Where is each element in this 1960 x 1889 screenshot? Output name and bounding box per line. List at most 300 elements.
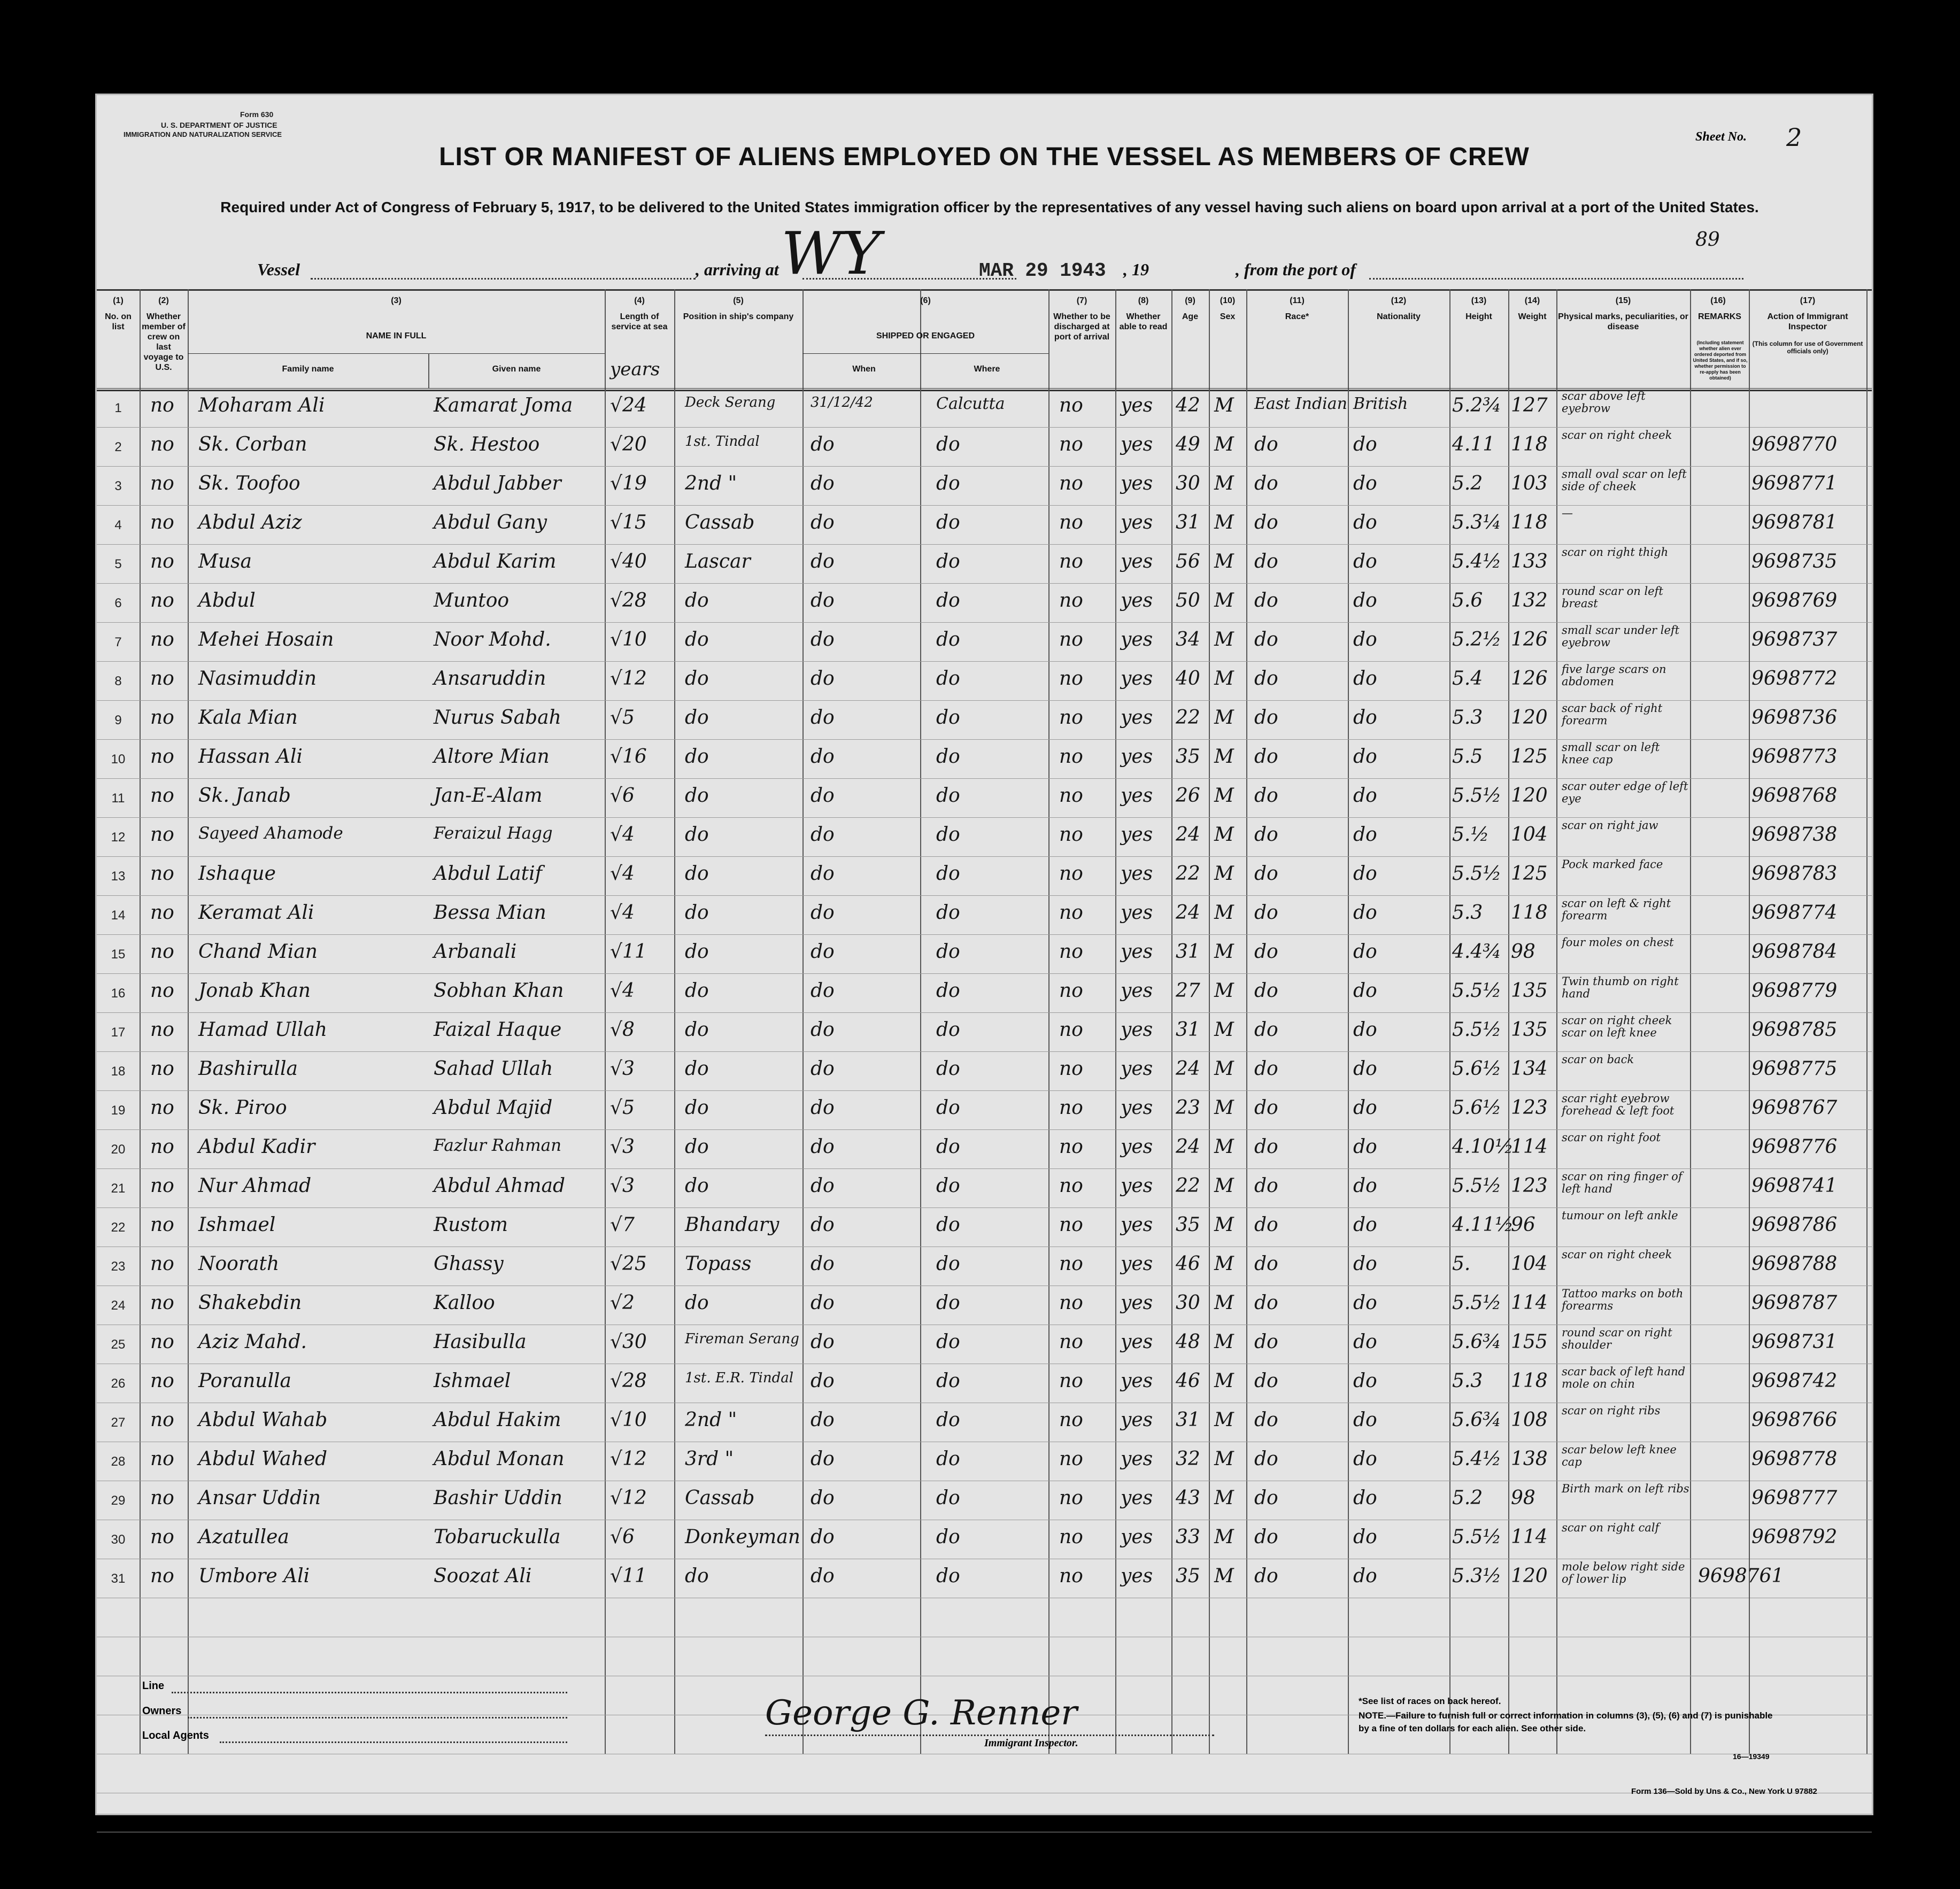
cell-nat: do xyxy=(1353,707,1377,729)
cell-n: 11 xyxy=(111,791,125,806)
cell-nat: do xyxy=(1353,746,1377,768)
cell-action: 9698773 xyxy=(1751,746,1838,768)
column-number-c15: (15) xyxy=(1615,296,1631,305)
cell-action: 9698775 xyxy=(1751,1058,1838,1080)
cell-nat: do xyxy=(1353,1448,1377,1470)
cell-pos: do xyxy=(685,941,709,963)
cell-n: 8 xyxy=(114,674,122,688)
cell-crew: no xyxy=(150,1487,174,1509)
cell-sex: M xyxy=(1214,1370,1234,1392)
row-line xyxy=(97,934,1872,935)
cell-ht: 4.11 xyxy=(1452,433,1495,455)
column-divider xyxy=(1209,289,1210,1754)
cell-marks: small oval scar on left side of cheek xyxy=(1562,468,1687,493)
cell-family: Sk. Toofoo xyxy=(198,473,300,494)
row-line xyxy=(97,661,1872,662)
cell-dis: no xyxy=(1059,785,1083,807)
cell-where: do xyxy=(936,551,960,572)
column-number-c4: (4) xyxy=(634,296,645,305)
cell-where: do xyxy=(936,1409,960,1431)
cell-action: 9698778 xyxy=(1751,1448,1838,1470)
cell-when: 31/12/42 xyxy=(811,394,873,411)
cell-svc: √3 xyxy=(610,1136,635,1158)
cell-ht: 5.5½ xyxy=(1452,1526,1502,1548)
cell-when: do xyxy=(811,1448,835,1470)
cell-sex: M xyxy=(1214,473,1234,494)
cell-ht: 5.5½ xyxy=(1452,1175,1502,1197)
cell-ht: 5.5 xyxy=(1452,746,1483,768)
cell-where: do xyxy=(936,512,960,533)
cell-action: 9698774 xyxy=(1751,902,1838,924)
cell-age: 27 xyxy=(1176,980,1200,1002)
cell-sex: M xyxy=(1214,1565,1234,1587)
cell-pos: 2nd " xyxy=(685,1409,737,1431)
row-line xyxy=(97,817,1872,818)
cell-given: Abdul Hakim xyxy=(434,1409,561,1431)
row-line xyxy=(97,427,1872,428)
cell-read: yes xyxy=(1121,1253,1153,1275)
cell-dis: no xyxy=(1059,1175,1083,1197)
cell-family: Sk. Piroo xyxy=(198,1097,287,1119)
cell-given: Abdul Ahmad xyxy=(434,1175,566,1197)
column-number-c11: (11) xyxy=(1290,296,1305,305)
cell-n: 10 xyxy=(111,752,126,767)
cell-svc: √2 xyxy=(610,1292,635,1314)
row-line xyxy=(97,700,1872,701)
row-line xyxy=(97,778,1872,779)
cell-pos: do xyxy=(685,1097,709,1119)
cell-action: 9698792 xyxy=(1751,1526,1838,1548)
cell-ht: 5.6½ xyxy=(1452,1097,1502,1119)
cell-sex: M xyxy=(1214,590,1234,611)
cell-sex: M xyxy=(1214,785,1234,807)
cell-dis: no xyxy=(1059,1253,1083,1275)
cell-where: do xyxy=(936,433,960,455)
cell-dis: no xyxy=(1059,590,1083,611)
cell-wt: 138 xyxy=(1511,1448,1548,1470)
cell-crew: no xyxy=(150,1214,174,1236)
cell-given: Ansaruddin xyxy=(434,668,546,690)
cell-sex: M xyxy=(1214,1409,1234,1431)
page-number: 89 xyxy=(1695,229,1720,251)
cell-pos: Bhandary xyxy=(685,1214,780,1236)
cell-ht: 5.4 xyxy=(1452,668,1483,690)
cell-n: 17 xyxy=(111,1025,126,1040)
cell-action: 9698783 xyxy=(1751,863,1838,885)
cell-when: do xyxy=(811,1214,835,1236)
cell-wt: 114 xyxy=(1511,1526,1548,1548)
column-number-c14: (14) xyxy=(1524,296,1540,305)
cell-nat: do xyxy=(1353,1097,1377,1119)
cell-age: 42 xyxy=(1176,394,1200,416)
cell-ht: 5.5½ xyxy=(1452,1292,1502,1314)
cell-svc: √20 xyxy=(610,433,647,455)
cell-wt: 104 xyxy=(1511,1253,1548,1275)
cell-action: 9698766 xyxy=(1751,1409,1838,1431)
cell-sex: M xyxy=(1214,1253,1234,1275)
cell-marks: scar on back xyxy=(1562,1053,1634,1066)
cell-given: Tobaruckulla xyxy=(434,1526,561,1548)
cell-when: do xyxy=(811,1292,835,1314)
cell-wt: 127 xyxy=(1511,394,1548,416)
cell-when: do xyxy=(811,1331,835,1353)
column-divider xyxy=(1246,289,1247,1754)
cell-where: do xyxy=(936,746,960,768)
cell-read: yes xyxy=(1121,785,1153,807)
cell-pos: do xyxy=(685,668,709,690)
cell-action: 9698769 xyxy=(1751,590,1838,611)
cell-ht: 5.5½ xyxy=(1452,980,1502,1002)
cell-svc: √30 xyxy=(610,1331,647,1353)
cell-race: do xyxy=(1254,1487,1278,1509)
row-line xyxy=(97,1207,1872,1208)
column-note-c16: (Including statement whether alien ever ordered deported from United States, and if so, whether permission to re-apply has been obtained) xyxy=(1693,340,1748,381)
cell-when: do xyxy=(811,980,835,1002)
cell-race: do xyxy=(1254,629,1278,651)
cell-dis: no xyxy=(1059,394,1083,416)
cell-given: Feraizul Hagg xyxy=(434,824,553,843)
row-line xyxy=(97,622,1872,623)
cell-given: Kamarat Joma xyxy=(434,394,573,416)
cell-dis: no xyxy=(1059,512,1083,533)
cell-age: 24 xyxy=(1176,902,1200,924)
cell-race: do xyxy=(1254,707,1278,729)
row-line xyxy=(97,466,1872,467)
cell-ht: 5.2 xyxy=(1452,1487,1483,1509)
cell-sex: M xyxy=(1214,1175,1234,1197)
cell-crew: no xyxy=(150,1526,174,1548)
cell-when: do xyxy=(811,551,835,572)
cell-where: do xyxy=(936,668,960,690)
footer-agents-dotted xyxy=(220,1740,567,1743)
cell-action: 9698781 xyxy=(1751,512,1838,533)
cell-race: do xyxy=(1254,1019,1278,1041)
cell-age: 22 xyxy=(1176,863,1200,885)
cell-sex: M xyxy=(1214,629,1234,651)
cell-marks: scar on right cheek xyxy=(1562,1248,1672,1261)
cell-where: do xyxy=(936,1487,960,1509)
cell-age: 23 xyxy=(1176,1097,1200,1119)
sheet-number: 2 xyxy=(1786,123,1802,152)
cell-read: yes xyxy=(1121,1526,1153,1548)
cell-svc: √4 xyxy=(610,980,635,1002)
cell-wt: 98 xyxy=(1511,1487,1535,1509)
cell-age: 33 xyxy=(1176,1526,1200,1548)
cell-age: 40 xyxy=(1176,668,1200,690)
cell-family: Hamad Ullah xyxy=(198,1019,327,1041)
cell-family: Jonab Khan xyxy=(198,980,311,1002)
cell-wt: 134 xyxy=(1511,1058,1548,1080)
cell-nat: do xyxy=(1353,980,1377,1002)
cell-where: do xyxy=(936,590,960,611)
cell-given: Soozat Ali xyxy=(434,1565,532,1587)
cell-age: 26 xyxy=(1176,785,1200,807)
cell-read: yes xyxy=(1121,824,1153,846)
cell-svc: √3 xyxy=(610,1175,635,1197)
cell-pos: 1st. Tindal xyxy=(685,433,760,450)
cell-pos: do xyxy=(685,1565,709,1587)
cell-when: do xyxy=(811,707,835,729)
arriving-label: , arriving at xyxy=(696,260,779,279)
cell-n: 19 xyxy=(111,1103,126,1118)
column-number-c5: (5) xyxy=(733,296,744,305)
cell-given: Sobhan Khan xyxy=(434,980,564,1002)
column-label-c6: SHIPPED OR ENGAGED xyxy=(876,331,975,340)
cell-action: 9698768 xyxy=(1751,785,1838,807)
cell-marks: scar back of right forearm xyxy=(1562,702,1663,727)
cell-sex: M xyxy=(1214,394,1234,416)
cell-crew: no xyxy=(150,1253,174,1275)
row-line xyxy=(97,544,1872,545)
cell-dis: no xyxy=(1059,707,1083,729)
cell-read: yes xyxy=(1121,473,1153,494)
cell-crew: no xyxy=(150,1370,174,1392)
cell-race: do xyxy=(1254,1214,1278,1236)
cell-when: do xyxy=(811,1370,835,1392)
cell-dis: no xyxy=(1059,1526,1083,1548)
cell-family: Abdul Wahab xyxy=(198,1409,328,1431)
cell-nat: do xyxy=(1353,1526,1377,1548)
column-divider xyxy=(1115,289,1116,1754)
cell-read: yes xyxy=(1121,433,1153,455)
cell-wt: 126 xyxy=(1511,629,1548,651)
cell-ht: 5.4½ xyxy=(1452,1448,1502,1470)
cell-pos: Deck Serang xyxy=(685,394,776,411)
cell-where: do xyxy=(936,941,960,963)
cell-pos: Cassab xyxy=(685,1487,755,1509)
cell-n: 23 xyxy=(111,1259,126,1274)
row-line xyxy=(97,583,1872,584)
cell-age: 31 xyxy=(1176,1409,1200,1431)
manifest-subtitle: Required under Act of Congress of February 5, 1917, to be delivered to the United States immigration officer by the representatives of any vessel having such aliens on board upon arrival at a port of the United States. xyxy=(220,199,1759,215)
cell-action: 9698737 xyxy=(1751,629,1838,651)
column-divider xyxy=(1449,289,1450,1754)
cell-race: do xyxy=(1254,512,1278,533)
cell-nat: do xyxy=(1353,512,1377,533)
cell-family: Aziz Mahd. xyxy=(198,1331,307,1353)
cell-when: do xyxy=(811,1019,835,1041)
cell-nat: do xyxy=(1353,433,1377,455)
cell-svc: √16 xyxy=(610,746,647,768)
cell-n: 9 xyxy=(114,713,122,727)
cell-age: 30 xyxy=(1176,1292,1200,1314)
cell-race: do xyxy=(1254,863,1278,885)
cell-age: 24 xyxy=(1176,1136,1200,1158)
cell-given: Bashir Uddin xyxy=(434,1487,562,1509)
cell-read: yes xyxy=(1121,1097,1153,1119)
column-divider xyxy=(1866,289,1868,1754)
cell-where: do xyxy=(936,1019,960,1041)
footer-line-label: Line xyxy=(142,1680,165,1692)
cell-marks: scar on left & right forearm xyxy=(1562,897,1671,922)
cell-dis: no xyxy=(1059,1214,1083,1236)
cell-marks: Birth mark on left ribs xyxy=(1562,1482,1689,1495)
cell-family: Chand Mian xyxy=(198,941,318,963)
cell-ht: 5.2 xyxy=(1452,473,1483,494)
cell-n: 29 xyxy=(111,1493,126,1508)
cell-when: do xyxy=(811,785,835,807)
column-number-c1: (1) xyxy=(113,296,124,305)
column-label-c17: Action of Immigrant Inspector xyxy=(1767,312,1848,331)
cell-remark: 9698761 xyxy=(1698,1565,1784,1587)
column-label-c13: Height xyxy=(1465,312,1492,321)
cell-when: do xyxy=(811,473,835,494)
date-stamp: MAR 29 1943 xyxy=(979,260,1106,282)
cell-given: Abdul Monan xyxy=(434,1448,565,1470)
cell-svc: √10 xyxy=(610,1409,647,1431)
cell-given: Rustom xyxy=(434,1214,508,1236)
cell-family: Kala Mian xyxy=(198,707,298,729)
cell-sex: M xyxy=(1214,1097,1234,1119)
cell-wt: 132 xyxy=(1511,590,1548,611)
cell-ht: 5.½ xyxy=(1452,824,1490,846)
column-sublabel-c6-1: When xyxy=(852,365,876,374)
cell-family: Sk. Janab xyxy=(198,785,291,807)
cell-ht: 5. xyxy=(1452,1253,1471,1275)
cell-nat: do xyxy=(1353,1370,1377,1392)
cell-family: Ishmael xyxy=(198,1214,276,1236)
cell-when: do xyxy=(811,1097,835,1119)
column-number-c7: (7) xyxy=(1076,296,1087,305)
cell-crew: no xyxy=(150,863,174,885)
column-number-c3: (3) xyxy=(391,296,402,305)
cell-read: yes xyxy=(1121,1019,1153,1041)
cell-action: 9698741 xyxy=(1751,1175,1838,1197)
cell-marks: scar on right thigh xyxy=(1562,546,1669,559)
cell-dis: no xyxy=(1059,746,1083,768)
cell-given: Muntoo xyxy=(434,590,510,611)
column-label-c16: REMARKS xyxy=(1698,312,1741,321)
cell-n: 15 xyxy=(111,947,126,962)
cell-nat: do xyxy=(1353,1331,1377,1353)
column-divider xyxy=(802,289,804,1754)
cell-wt: 120 xyxy=(1511,1565,1548,1587)
cell-when: do xyxy=(811,512,835,533)
cell-race: do xyxy=(1254,902,1278,924)
cell-nat: do xyxy=(1353,941,1377,963)
cell-action: 9698777 xyxy=(1751,1487,1838,1509)
cell-crew: no xyxy=(150,590,174,611)
cell-when: do xyxy=(811,1565,835,1587)
column-number-c10: (10) xyxy=(1220,296,1236,305)
cell-read: yes xyxy=(1121,1136,1153,1158)
cell-given: Abdul Majid xyxy=(434,1097,553,1119)
cell-when: do xyxy=(811,941,835,963)
cell-ht: 5.3 xyxy=(1452,902,1483,924)
row-line xyxy=(97,505,1872,506)
cell-svc: √19 xyxy=(610,473,647,494)
cell-age: 24 xyxy=(1176,1058,1200,1080)
cell-sex: M xyxy=(1214,1019,1234,1041)
cell-dis: no xyxy=(1059,473,1083,494)
cell-ht: 5.3¼ xyxy=(1452,512,1502,533)
column-label-c9: Age xyxy=(1182,312,1199,321)
cell-svc: √5 xyxy=(610,707,635,729)
row-line xyxy=(97,973,1872,974)
cell-family: Bashirulla xyxy=(198,1058,298,1080)
cell-nat: do xyxy=(1353,785,1377,807)
cell-wt: 96 xyxy=(1511,1214,1535,1236)
cell-pos: do xyxy=(685,902,709,924)
cell-action: 9698770 xyxy=(1751,433,1838,455)
cell-action: 9698787 xyxy=(1751,1292,1838,1314)
cell-crew: no xyxy=(150,1136,174,1158)
cell-crew: no xyxy=(150,707,174,729)
cell-family: Musa xyxy=(198,551,252,572)
cell-read: yes xyxy=(1121,1058,1153,1080)
cell-marks: four moles on chest xyxy=(1562,936,1674,949)
cell-when: do xyxy=(811,1526,835,1548)
cell-wt: 123 xyxy=(1511,1097,1548,1119)
shipped-subheader-line xyxy=(802,353,1048,354)
column-divider xyxy=(1348,289,1349,1754)
cell-sex: M xyxy=(1214,433,1234,455)
cell-dis: no xyxy=(1059,1292,1083,1314)
column-divider xyxy=(674,289,675,1754)
cell-family: Abdul xyxy=(198,590,256,611)
cell-sex: M xyxy=(1214,746,1234,768)
signature-line xyxy=(765,1733,1214,1736)
cell-n: 14 xyxy=(111,908,126,923)
cell-n: 3 xyxy=(114,479,122,493)
cell-where: do xyxy=(936,1097,960,1119)
cell-ht: 5.6¾ xyxy=(1452,1409,1502,1431)
cell-age: 46 xyxy=(1176,1370,1200,1392)
cell-age: 49 xyxy=(1176,433,1200,455)
cell-read: yes xyxy=(1121,1214,1153,1236)
cell-sex: M xyxy=(1214,1058,1234,1080)
cell-nat: do xyxy=(1353,902,1377,924)
cell-pos: do xyxy=(685,746,709,768)
column-divider xyxy=(188,289,189,1754)
cell-family: Keramat Ali xyxy=(198,902,314,924)
cell-action: 9698776 xyxy=(1751,1136,1838,1158)
cell-wt: 125 xyxy=(1511,746,1548,768)
cell-ht: 5.2½ xyxy=(1452,629,1502,651)
cell-read: yes xyxy=(1121,902,1153,924)
cell-where: do xyxy=(936,1136,960,1158)
cell-where: do xyxy=(936,1214,960,1236)
cell-when: do xyxy=(811,629,835,651)
year-label: , 19 xyxy=(1123,260,1149,279)
cell-family: Moharam Ali xyxy=(198,394,325,416)
races-note: *See list of races on back hereof. xyxy=(1359,1696,1501,1706)
cell-svc: √40 xyxy=(610,551,647,572)
cell-read: yes xyxy=(1121,1409,1153,1431)
cell-nat: do xyxy=(1353,629,1377,651)
cell-where: do xyxy=(936,1331,960,1353)
crew-table xyxy=(97,289,1872,1754)
cell-where: do xyxy=(936,824,960,846)
cell-sex: M xyxy=(1214,941,1234,963)
column-sublabel-c6-2: Where xyxy=(974,365,1000,374)
signature-caption: Immigrant Inspector. xyxy=(984,1737,1078,1749)
cell-n: 16 xyxy=(111,986,126,1001)
cell-marks: scar on right ribs xyxy=(1562,1404,1661,1417)
cell-where: do xyxy=(936,863,960,885)
cell-n: 5 xyxy=(114,557,122,571)
cell-family: Ansar Uddin xyxy=(198,1487,321,1509)
row-line xyxy=(97,856,1872,857)
cell-crew: no xyxy=(150,1448,174,1470)
cell-sex: M xyxy=(1214,1136,1234,1158)
cell-marks: round scar on left breast xyxy=(1562,585,1663,610)
cell-pos: do xyxy=(685,1175,709,1197)
cell-wt: 118 xyxy=(1511,902,1548,924)
cell-sex: M xyxy=(1214,1487,1234,1509)
column-number-c17: (17) xyxy=(1800,296,1816,305)
cell-when: do xyxy=(811,1409,835,1431)
